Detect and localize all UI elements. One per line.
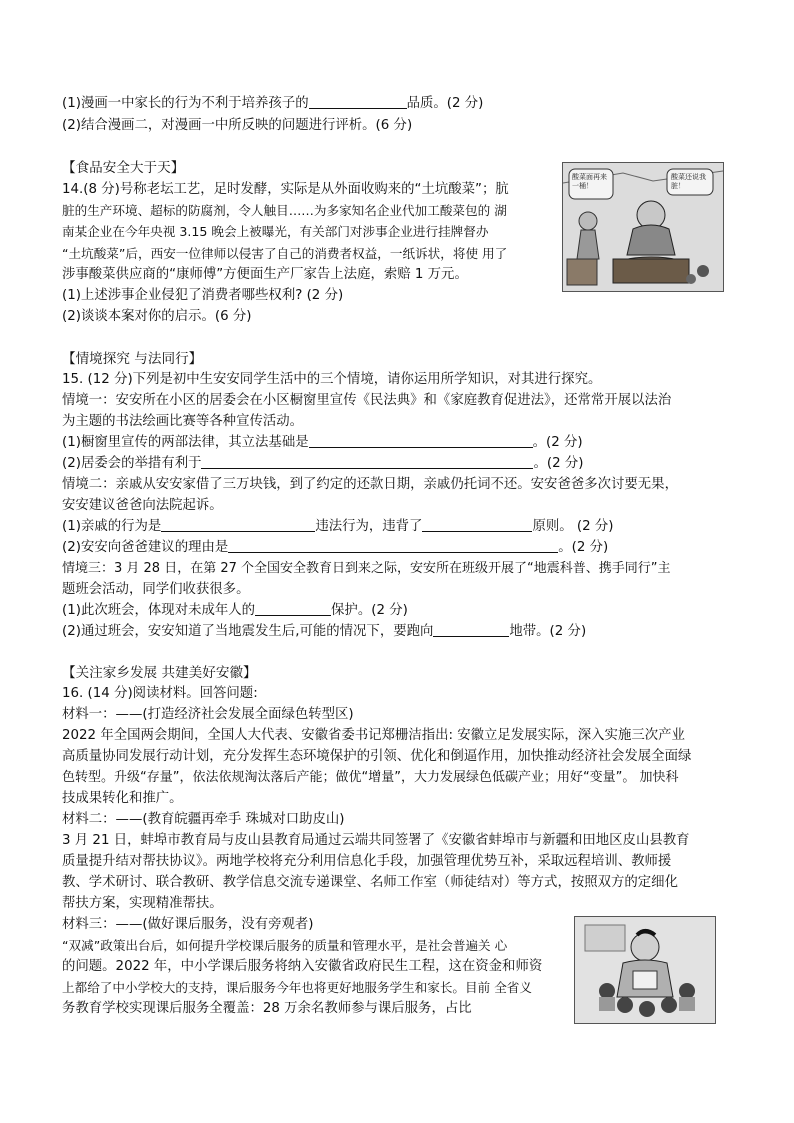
paragraph-line: 务教育学校实现课后服务全覆盖：28 万余名教师参与课后服务，占比 (62, 1001, 472, 1016)
paragraph-line: 题班会活动，同学们收获很多。 (62, 582, 250, 597)
section-title-law: 【情境探究 与法同行】 (62, 351, 203, 367)
paragraph-line: 质量提升结对帮扶协议》。两地学校将充分利用信息化手段，加强管理优势互补，采取远程培训、教师援 (62, 854, 672, 869)
paragraph-line: 教、学术研讨、联合教研、教学信息交流专递课堂、名师工作室（师徒结对）等方式，按照双方的定细化 (62, 875, 678, 890)
paragraph-line: 情境二：亲戚从安安家借了三万块钱，到了约定的还款日期，亲戚仍托词不还。安安爸爸多次讨要无果， (62, 477, 678, 492)
question-item: (1)上述涉事企业侵犯了消费者哪些权利? (2 分) (62, 288, 344, 303)
q13-part2: (2)结合漫画二，对漫画一中所反映的问题进行评析。(6 分) (62, 118, 413, 133)
question-item: (1)橱窗里宣传的两部法律，其立法基础是 。(2 分) (62, 435, 583, 450)
paragraph-line: 上都给了中小学校大的支持，课后服务今年也将更好地服务学生和家长。目前 全省义 (62, 980, 532, 995)
answer-blank[interactable] (201, 454, 533, 469)
question-item: (1)亲戚的行为是 违法行为，违背了 原则。 (2 分) (62, 519, 614, 534)
illustration-drawing (575, 917, 715, 1023)
question-item: (2)安安向爸爸建议的理由是 。(2 分) (62, 540, 609, 555)
question-item: (2)通过班会，安安知道了当地震发生后,可能的情况下，要跑向 地带。(2 分) (62, 624, 587, 639)
speech-bubble-right: 酸菜还说我脏！ (671, 173, 706, 190)
answer-blank[interactable] (309, 433, 533, 448)
answer-blank[interactable] (309, 94, 407, 109)
paragraph-line: 16. (14 分)阅读材料。回答问题: (62, 686, 258, 701)
paragraph-line: 色转型。升级“存量”，依法依规淘汰落后产能；做优“增量”，大力发展绿色低碳产业；用好“变量”。 加快科 (62, 770, 679, 785)
paragraph-line: 14.(8 分)号称老坛工艺，足时发酵，实际是从外面收购来的“土坑酸菜”；肮 (62, 182, 509, 197)
paragraph-line: 2022 年全国两会期间，全国人大代表、安徽省委书记郑栅洁指出: 安徽立足发展实际，深入实施三次产业 (62, 728, 685, 743)
paragraph-line: 涉事酸菜供应商的“康师傅”方便面生产厂家告上法庭，索赔 1 万元。 (62, 267, 468, 282)
paragraph-line: 南某企业在今年央视 3.15 晚会上被曝光，有关部门对涉事企业进行挂牌督办 (62, 224, 489, 239)
paragraph-line: 高质量协同发展行动计划，充分发挥生态环境保护的引领、优化和倒逼作用，加快推动经济社会发展全面绿 (62, 749, 692, 764)
answer-blank[interactable] (161, 517, 315, 532)
question-item: (2)谈谈本案对你的启示。(6 分) (62, 309, 252, 324)
question-item: (2)居委会的举措有利于 。(2 分) (62, 456, 584, 471)
material-heading: 材料三：——(做好课后服务，没有旁观者) (62, 917, 314, 932)
paragraph-line: 情境三：3 月 28 日，在第 27 个全国安全教育日到来之际，安安所在班级开展了“地震科普、携手同行”主 (62, 561, 671, 576)
answer-blank[interactable] (255, 601, 331, 616)
food-safety-cartoon (562, 162, 724, 292)
answer-blank[interactable] (422, 517, 532, 532)
speech-bubble-left: 酸菜面再来一桶！ (572, 173, 607, 190)
paragraph-line: 情境一：安安所在小区的居委会在小区橱窗里宣传《民法典》和《家庭教育促进法》，还常常开展以法治 (62, 393, 672, 408)
answer-blank[interactable] (228, 538, 558, 553)
paragraph-line: 脏的生产环境、超标的防腐剂，令人触目……为多家知名企业代加工酸菜包的 湖 (62, 203, 507, 218)
paragraph-line: “土坑酸菜”后，西安一位律师以侵害了自己的消费者权益，一纸诉状，将使 用了 (62, 246, 508, 261)
after-school-illustration (574, 916, 716, 1024)
section-title-food-safety: 【食品安全大于天】 (62, 160, 185, 176)
section-title-home-development: 【关注家乡发展 共建美好安徽】 (62, 665, 257, 681)
q13-part1: (1)漫画一中家长的行为不利于培养孩子的 品质。(2 分) (62, 96, 484, 111)
paragraph-line: 帮扶方案，实现精准帮扶。 (62, 896, 223, 911)
paragraph-line: “双减”政策出台后，如何提升学校课后服务的质量和管理水平，是社会普遍关 心 (62, 938, 508, 953)
paragraph-line: 的问题。2022 年，中小学课后服务将纳入安徽省政府民生工程，这在资金和师资 (62, 959, 543, 974)
question-item: (1)此次班会，体现对未成年人的 保护。(2 分) (62, 603, 408, 618)
material-heading: 材料一：——(打造经济社会发展全面绿色转型区) (62, 707, 354, 722)
paragraph-line: 15. (12 分)下列是初中生安安同学生活中的三个情境，请你运用所学知识，对其进行探究。 (62, 372, 602, 387)
paragraph-line: 技成果转化和推广。 (62, 791, 183, 806)
paragraph-line: 3 月 21 日，蚌埠市教育局与皮山县教育局通过云端共同签署了《安徽省蚌埠市与新疆和田地区皮山县教育 (62, 833, 690, 848)
material-heading: 材料二：——(教育皖疆再牵手 珠城对口助皮山) (62, 812, 345, 827)
paragraph-line: 安安建议爸爸向法院起诉。 (62, 498, 223, 513)
answer-blank[interactable] (433, 622, 509, 637)
paragraph-line: 为主题的书法绘画比赛等各种宣传活动。 (62, 414, 304, 429)
